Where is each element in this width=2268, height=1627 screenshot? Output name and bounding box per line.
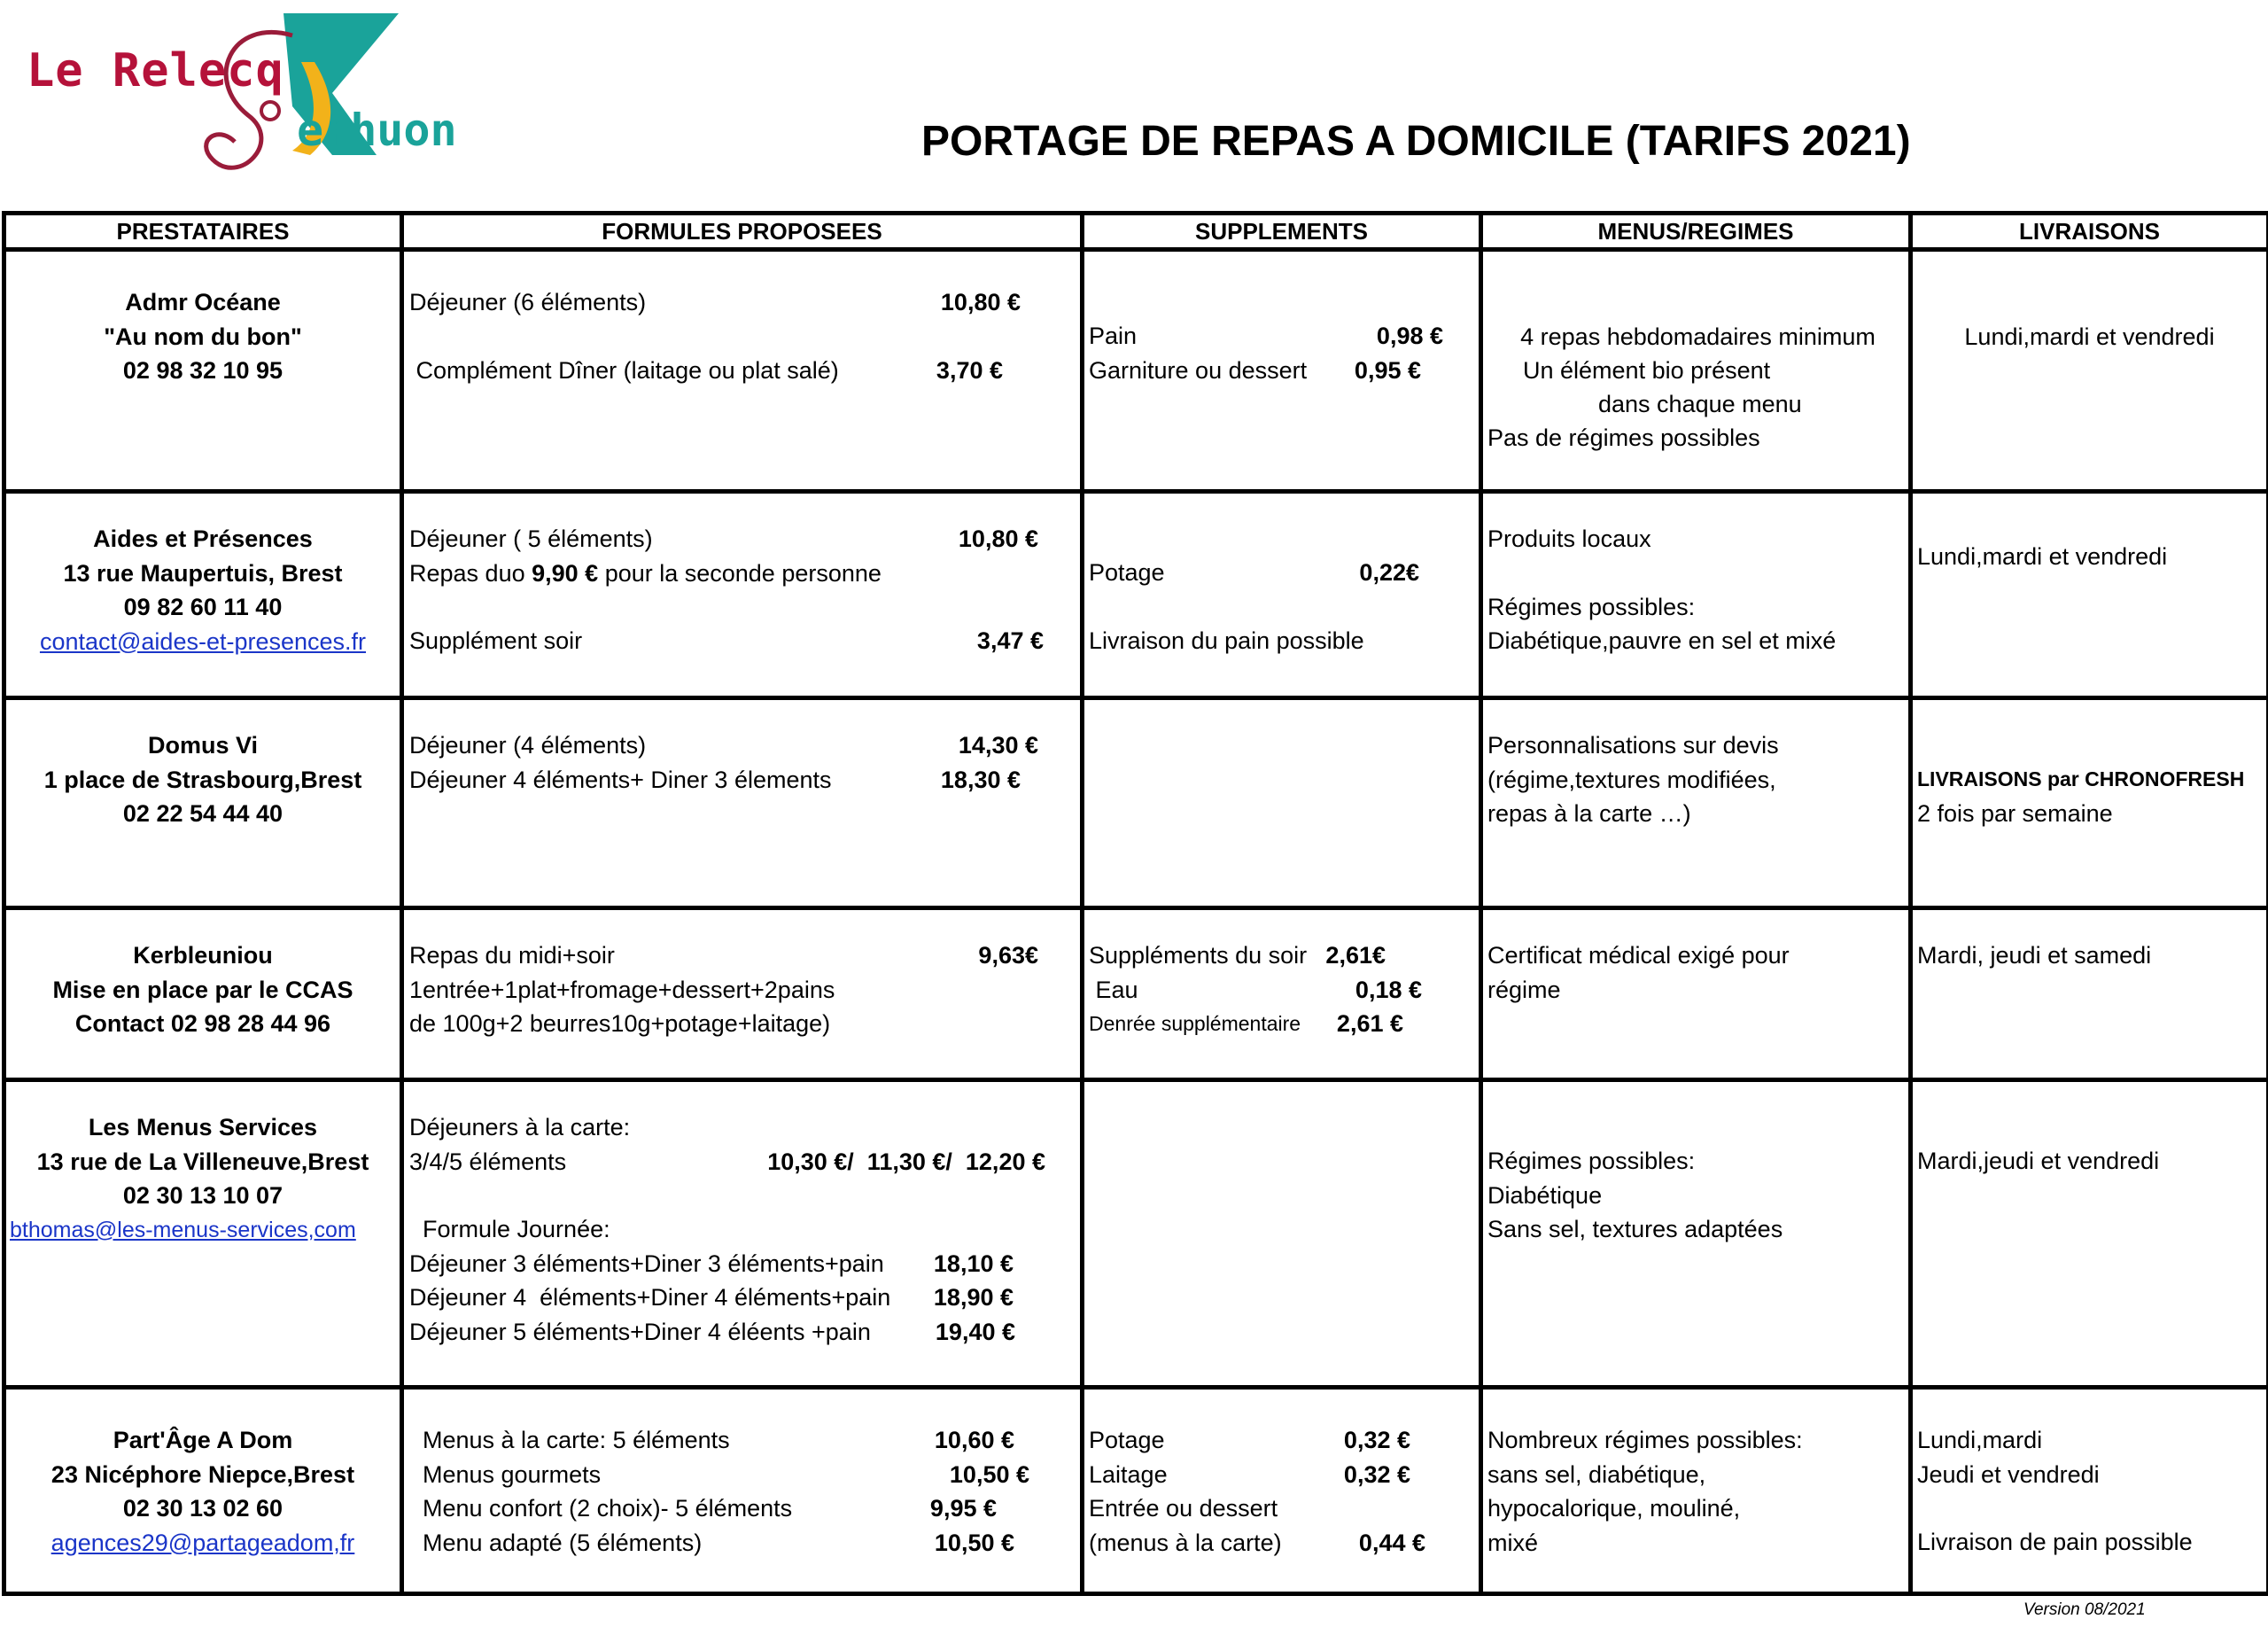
formule-line: Menus gourmets 10,50 € (409, 1460, 1029, 1488)
logo (27, 9, 487, 186)
logo-swirl-icon (27, 9, 487, 186)
provider-line: "Au nom du bon" (104, 323, 302, 350)
provider-line: 1 place de Strasbourg,Brest (43, 766, 362, 793)
supplement-line: Entrée ou dessert (1089, 1495, 1278, 1522)
formule-line: Menu adapté (5 éléments) 10,50 € (409, 1529, 1014, 1556)
formule-line: Repas duo 9,90 € pour la seconde personne (409, 559, 882, 587)
livraisons-line: Lundi,mardi (1917, 1427, 2043, 1453)
formule-line (409, 320, 1080, 354)
supplement-line: Pain 0,98 € (1089, 323, 1443, 349)
formule-line: Déjeuner 5 éléments+Diner 4 éléents +pain 19,40 € (409, 1318, 1015, 1345)
menus-cell (1481, 1388, 1911, 1594)
column-header: PRESTATAIRES (4, 214, 402, 250)
provider-cell (4, 492, 402, 698)
menus-line: sans sel, diabétique, (1487, 1460, 1706, 1488)
provider-cell (4, 1080, 402, 1388)
menus-line: Personnalisations sur devis (1487, 732, 1779, 759)
table-row (4, 1388, 2268, 1594)
menus-line: mixé (1487, 1529, 1539, 1556)
table-row (4, 698, 2268, 908)
provider-line: 23 Nicéphore Niepce,Brest (50, 1460, 355, 1488)
formule-line: Supplément soir 3,47 € (409, 627, 1044, 654)
menus-line: Régimes possibles: (1487, 1148, 1696, 1174)
formule-line: 3/4/5 éléments 10,30 €/ 11,30 €/ 12,20 € (409, 1148, 1045, 1175)
menus-line: Nombreux régimes possibles: (1487, 1427, 1803, 1453)
provider-phone: 02 98 32 10 95 (122, 357, 284, 384)
livraisons-cell (1911, 698, 2268, 908)
formule-line: Déjeuners à la carte: (409, 1114, 631, 1140)
menus-line: Un élément bio présent (1523, 357, 1771, 384)
formule-line: Déjeuner (6 éléments) 10,80 € (409, 289, 1021, 315)
livraisons-line: Mardi, jeudi et samedi (1917, 942, 2152, 969)
provider-name: Domus Vi (147, 732, 259, 759)
supplement-line: Potage 0,32 € (1089, 1427, 1410, 1453)
supplements-cell (1083, 1080, 1481, 1388)
page-title: PORTAGE DE REPAS A DOMICILE (TARIFS 2021) (921, 118, 1911, 165)
formule-line: Repas du midi+soir 9,63€ (409, 942, 1038, 969)
logo-text-relecq: Le Relecq (27, 44, 284, 97)
menus-line: Diabétique,pauvre en sel et mixé (1487, 627, 1837, 654)
menus-line: hypocalorique, mouliné, (1487, 1495, 1741, 1522)
provider-phone: 09 82 60 11 40 (123, 594, 283, 620)
provider-phone: 02 30 13 02 60 (122, 1495, 284, 1522)
formules-cell (402, 698, 1083, 908)
menus-cell (1481, 908, 1911, 1080)
provider-line: Mise en place par le CCAS (52, 976, 353, 1003)
formule-line: Déjeuner 4 éléments+ Diner 3 élements 18,30 € (409, 766, 1021, 793)
version-label: Version 08/2021 (2023, 1600, 2146, 1619)
menus-line: Certificat médical exigé pour (1487, 942, 1790, 969)
provider-name: Part'Âge A Dom (113, 1427, 293, 1453)
formule-line: Menu confort (2 choix)- 5 éléments 9,95 € (409, 1495, 997, 1522)
supplements-cell (1083, 908, 1481, 1080)
menus-cell (1481, 250, 1911, 492)
menus-cell (1481, 1080, 1911, 1388)
provider-name: Les Menus Services (88, 1114, 318, 1140)
formule-line: Formule Journée: (409, 1216, 610, 1242)
livraisons-line: Lundi,mardi et vendredi (1917, 543, 2168, 570)
table-row (4, 250, 2268, 492)
livraisons-line: Mardi,jeudi et vendredi (1917, 1148, 2160, 1174)
provider-phone: 02 30 13 10 07 (122, 1182, 284, 1209)
supplement-line: (menus à la carte) 0,44 € (1089, 1529, 1425, 1556)
provider-phone: 02 22 54 44 40 (122, 800, 284, 827)
formule-line: de 100g+2 beurres10g+potage+laitage) (409, 1010, 831, 1037)
supplements-cell (1083, 492, 1481, 698)
provider-email-link[interactable]: bthomas@les-menus-services,com (10, 1217, 356, 1242)
livraisons-cell (1911, 1080, 2268, 1388)
provider-line: 13 rue Maupertuis, Brest (63, 559, 343, 587)
menus-line: dans chaque menu (1598, 391, 1802, 417)
livraisons-line: 2 fois par semaine (1917, 799, 2113, 827)
column-header: MENUS/REGIMES (1481, 214, 1911, 250)
formule-line: Déjeuner (4 éléments) 14,30 € (409, 732, 1038, 759)
formules-cell (402, 250, 1083, 492)
menus-line: Diabétique (1487, 1181, 1603, 1209)
provider-email-link[interactable]: agences29@partageadom,fr (50, 1529, 355, 1556)
formule-line: Déjeuner ( 5 éléments) 10,80 € (409, 525, 1038, 552)
table-row (4, 908, 2268, 1080)
menus-line: Produits locaux (1487, 525, 1651, 552)
formule-line: Déjeuner 3 éléments+Diner 3 éléments+pain 18,10 € (409, 1249, 1014, 1277)
table-row (4, 1080, 2268, 1388)
provider-cell (4, 250, 402, 492)
menus-line: 4 repas hebdomadaires minimum (1520, 323, 1876, 350)
formule-line: Déjeuner 4 éléments+Diner 4 éléments+pain 18,90 € (409, 1284, 1014, 1311)
table-header-row (4, 214, 2268, 250)
menus-line: (régime,textures modifiées, (1487, 766, 1776, 793)
formules-cell (402, 1080, 1083, 1388)
provider-name: Admr Océane (125, 289, 281, 315)
formules-cell (402, 1388, 1083, 1594)
formule-line: Complément Dîner (laitage ou plat salé) 3,70 € (409, 356, 1003, 384)
menus-line: repas à la carte …) (1487, 800, 1691, 827)
provider-name: Aides et Présences (93, 525, 313, 552)
supplement-line: Suppléments du soir 2,61€ (1089, 942, 1386, 969)
livraisons-cell (1911, 908, 2268, 1080)
provider-cell (4, 908, 402, 1080)
column-header: LIVRAISONS (1911, 214, 2268, 250)
provider-cell (4, 1388, 402, 1594)
supplement-line: Garniture ou dessert 0,95 € (1089, 356, 1421, 384)
livraisons-title: LIVRAISONS par CHRONOFRESH (1917, 767, 2245, 790)
livraisons-line: Lundi,mardi et vendredi (1964, 323, 2215, 350)
menus-line: Pas de régimes possibles (1487, 424, 1760, 451)
supplement-line: Eau 0,18 € (1089, 976, 1422, 1003)
supplements-cell (1083, 250, 1481, 492)
supplement-line: Denrée supplémentaire 2,61 € (1089, 1010, 1403, 1037)
supplements-cell (1083, 698, 1481, 908)
formule-line: 1entrée+1plat+fromage+dessert+2pains (409, 976, 835, 1003)
formules-cell (402, 908, 1083, 1080)
provider-phone: Contact 02 98 28 44 96 (74, 1010, 331, 1037)
provider-line: 13 rue de La Villeneuve,Brest (36, 1148, 369, 1175)
supplement-line: Potage 0,22€ (1089, 559, 1419, 586)
formule-line: Menus à la carte: 5 éléments 10,60 € (409, 1427, 1014, 1453)
menus-line: Sans sel, textures adaptées (1487, 1216, 1783, 1242)
provider-name: Kerbleuniou (133, 942, 273, 969)
column-header: FORMULES PROPOSEES (402, 214, 1083, 250)
formules-cell (402, 492, 1083, 698)
menus-line: régime (1487, 976, 1561, 1003)
supplement-line: Livraison du pain possible (1089, 627, 1364, 654)
menus-line: Régimes possibles: (1487, 593, 1696, 620)
menus-cell (1481, 492, 1911, 698)
supplements-cell (1083, 1388, 1481, 1594)
livraisons-cell (1911, 1388, 2268, 1594)
livraisons-cell (1911, 492, 2268, 698)
column-header: SUPPLEMENTS (1083, 214, 1481, 250)
supplement-line: Laitage 0,32 € (1089, 1460, 1410, 1488)
table-row (4, 492, 2268, 698)
provider-cell (4, 698, 402, 908)
menus-cell (1481, 698, 1911, 908)
tarifs-table (2, 211, 2268, 1596)
livraisons-line: Jeudi et vendredi (1917, 1460, 2100, 1488)
livraisons-cell (1911, 250, 2268, 492)
provider-email-link[interactable]: contact@aides-et-presences.fr (39, 627, 367, 655)
livraisons-line: Livraison de pain possible (1917, 1529, 2193, 1555)
logo-text-kerhuon: erhuon (297, 105, 457, 156)
